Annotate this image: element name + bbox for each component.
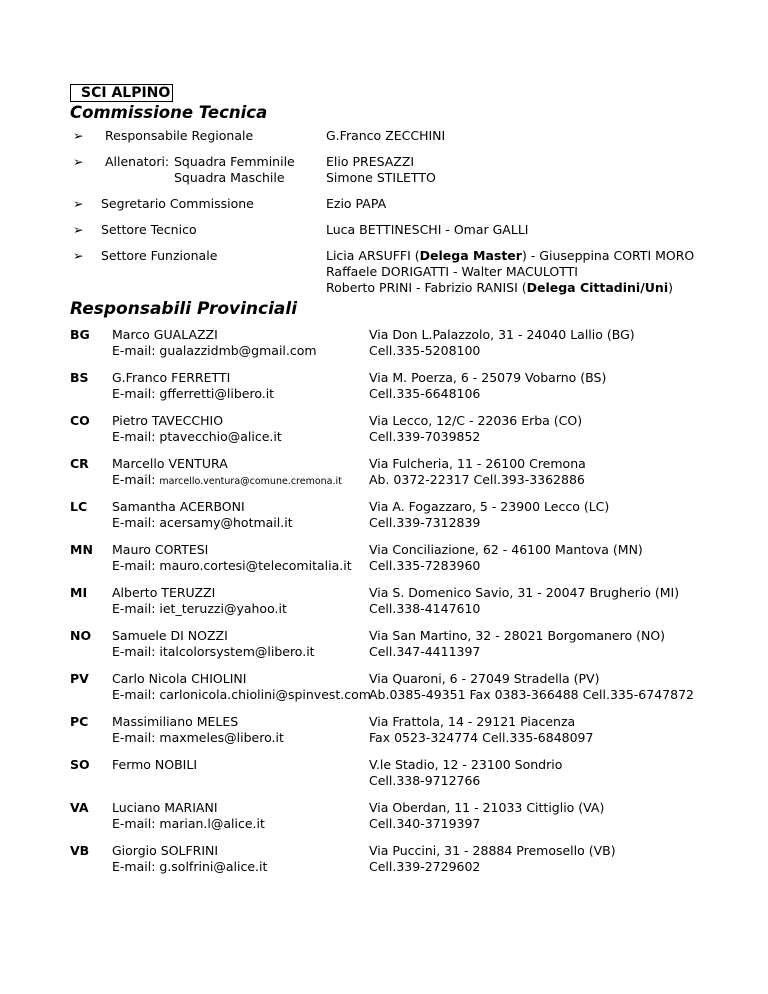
province-contact (112, 542, 352, 574)
province-address (369, 800, 604, 832)
contact-name: Massimiliano MELES (112, 714, 239, 729)
tech-label: Settore Tecnico (101, 222, 197, 237)
tech-value: Luca BETTINESCHI - Omar GALLI (326, 222, 529, 237)
provincial-list (70, 327, 710, 886)
contact-email: E-mail: marcello.ventura@comune.cremona.it (112, 472, 342, 487)
province-contact (112, 499, 293, 531)
phone-line: Cell.338-4147610 (369, 601, 481, 616)
tech-value: Ezio PAPA (326, 196, 387, 211)
tech-label: Settore Funzionale (101, 248, 218, 263)
arrow-bullet-icon: ➢ (73, 196, 84, 211)
province-code: BS (70, 370, 89, 385)
province-address (369, 370, 606, 402)
contact-name: Luciano MARIANI (112, 800, 218, 815)
province-code: MN (70, 542, 93, 557)
address-line: Via M. Poerza, 6 - 25079 Vobarno (BS) (369, 370, 607, 385)
tech-label: Responsabile Regionale (105, 128, 254, 143)
province-code: CR (70, 456, 89, 471)
phone-line: Ab. 0372-22317 Cell.393-3362886 (369, 472, 585, 487)
province-address (369, 757, 562, 789)
province-address (369, 542, 643, 574)
province-row (70, 671, 710, 703)
document-page (70, 84, 710, 874)
phone-line: Cell.339-7039852 (369, 429, 481, 444)
province-address (369, 499, 609, 531)
contact-email: E-mail: iet_teruzzi@yahoo.it (112, 601, 287, 616)
province-row (70, 370, 710, 402)
province-contact (112, 628, 315, 660)
functional-line-2: Raffaele DORIGATTI - Walter MACULOTTI (326, 264, 578, 279)
address-line: Via Puccini, 31 - 28884 Premosello (VB) (369, 843, 616, 858)
tech-value: G.Franco ZECCHINI (326, 128, 446, 143)
province-code: LC (70, 499, 88, 514)
province-row (70, 542, 710, 574)
province-address (369, 413, 582, 445)
contact-email: E-mail: maxmeles@libero.it (112, 730, 284, 745)
phone-line: Cell.339-2729602 (369, 859, 481, 874)
province-row (70, 800, 710, 832)
contact-email: E-mail: mauro.cortesi@telecomitalia.it (112, 558, 352, 573)
address-line: Via San Martino, 32 - 28021 Borgomanero (NO) (369, 628, 666, 643)
province-row (70, 628, 710, 660)
address-line: Via Quaroni, 6 - 27049 Stradella (PV) (369, 671, 600, 686)
tech-label: Allenatori: (105, 154, 170, 169)
contact-email: E-mail: ptavecchio@alice.it (112, 429, 282, 444)
phone-line: Cell.340-3719397 (369, 816, 481, 831)
province-row (70, 585, 710, 617)
address-line: Via Don L.Palazzolo, 31 - 24040 Lallio (BG) (369, 327, 635, 342)
province-code: CO (70, 413, 90, 428)
contact-name: Fermo NOBILI (112, 757, 198, 772)
contact-name: Giorgio SOLFRINI (112, 843, 219, 858)
province-code: VA (70, 800, 89, 815)
province-contact (112, 327, 317, 359)
province-contact (112, 456, 342, 490)
address-line: Via Frattola, 14 - 29121 Piacenza (369, 714, 576, 729)
phone-line: Cell.338-9712766 (369, 773, 481, 788)
phone-line: Cell.339-7312839 (369, 515, 481, 530)
province-code: PC (70, 714, 89, 729)
address-line: Via A. Fogazzaro, 5 - 23900 Lecco (LC) (369, 499, 610, 514)
province-row (70, 327, 710, 359)
province-row (70, 757, 710, 789)
contact-email: E-mail: marian.l@alice.it (112, 816, 265, 831)
province-row (70, 456, 710, 488)
province-code: VB (70, 843, 90, 858)
contact-email: E-mail: gualazzidmb@gmail.com (112, 343, 317, 358)
coaches-male-label: Squadra Maschile (174, 170, 285, 185)
contact-name: Pietro TAVECCHIO (112, 413, 224, 428)
province-address (369, 456, 586, 488)
contact-name: G.Franco FERRETTI (112, 370, 231, 385)
phone-line: Ab.0385-49351 Fax 0383-366488 Cell.335-6747872 (369, 687, 694, 702)
contact-email: E-mail: acersamy@hotmail.it (112, 515, 293, 530)
contact-name: Carlo Nicola CHIOLINI (112, 671, 247, 686)
phone-line: Cell.335-5208100 (369, 343, 481, 358)
phone-line: Cell.335-6648106 (369, 386, 481, 401)
province-code: SO (70, 757, 90, 772)
province-address (369, 628, 665, 660)
address-line: Via Fulcheria, 11 - 26100 Cremona (369, 456, 586, 471)
phone-line: Cell.335-7283960 (369, 558, 481, 573)
section-title-box: SCI ALPINO (70, 84, 173, 102)
province-code: PV (70, 671, 89, 686)
commission-title: Commissione Tecnica (70, 103, 268, 122)
address-line: Via Conciliazione, 62 - 46100 Mantova (MN) (369, 542, 643, 557)
province-code: BG (70, 327, 90, 342)
address-line: Via Oberdan, 11 - 21033 Cittiglio (VA) (369, 800, 605, 815)
province-contact (112, 585, 287, 617)
address-line: Via S. Domenico Savio, 31 - 20047 Brugherio (MI) (369, 585, 680, 600)
contact-name: Alberto TERUZZI (112, 585, 216, 600)
province-row (70, 714, 710, 746)
contact-name: Mauro CORTESI (112, 542, 209, 557)
contact-email: E-mail: carlonicola.chiolini@spinvest.com (112, 687, 371, 702)
province-contact (112, 800, 265, 832)
arrow-bullet-icon: ➢ (73, 248, 84, 263)
province-code: NO (70, 628, 92, 643)
province-contact (112, 413, 282, 445)
contact-name: Marcello VENTURA (112, 456, 228, 471)
province-row (70, 413, 710, 445)
functional-line-3: Roberto PRINI - Fabrizio RANISI (Delega Cittadini/Uni) (326, 280, 674, 295)
arrow-bullet-icon: ➢ (73, 154, 84, 169)
province-address (369, 843, 616, 875)
tech-label: Segretario Commissione (101, 196, 254, 211)
province-address (369, 585, 679, 617)
province-contact (112, 671, 371, 703)
phone-line: Fax 0523-324774 Cell.335-6848097 (369, 730, 594, 745)
coaches-female-value: Elio PRESAZZI (326, 154, 415, 169)
province-code: MI (70, 585, 88, 600)
address-line: Via Lecco, 12/C - 22036 Erba (CO) (369, 413, 583, 428)
contact-email: E-mail: italcolorsystem@libero.it (112, 644, 315, 659)
province-address (369, 327, 635, 359)
province-contact (112, 757, 197, 773)
phone-line: Cell.347-4411397 (369, 644, 481, 659)
province-address (369, 714, 593, 746)
contact-email: E-mail: g.solfrini@alice.it (112, 859, 268, 874)
contact-name: Samuele DI NOZZI (112, 628, 228, 643)
arrow-bullet-icon: ➢ (73, 128, 84, 143)
contact-name: Samantha ACERBONI (112, 499, 245, 514)
address-line: V.le Stadio, 12 - 23100 Sondrio (369, 757, 563, 772)
arrow-bullet-icon: ➢ (73, 222, 84, 237)
province-contact (112, 714, 284, 746)
province-row (70, 499, 710, 531)
province-address (369, 671, 694, 703)
contact-name: Marco GUALAZZI (112, 327, 218, 342)
contact-email: E-mail: gfferretti@libero.it (112, 386, 275, 401)
coaches-female-label: Squadra Femminile (174, 154, 295, 169)
coaches-male-value: Simone STILETTO (326, 170, 436, 185)
province-contact (112, 843, 267, 875)
functional-line-1: Licia ARSUFFI (Delega Master) - Giuseppina CORTI MORO (326, 248, 695, 263)
province-contact (112, 370, 274, 402)
province-row (70, 843, 710, 875)
provincial-title: Responsabili Provinciali (70, 299, 298, 319)
